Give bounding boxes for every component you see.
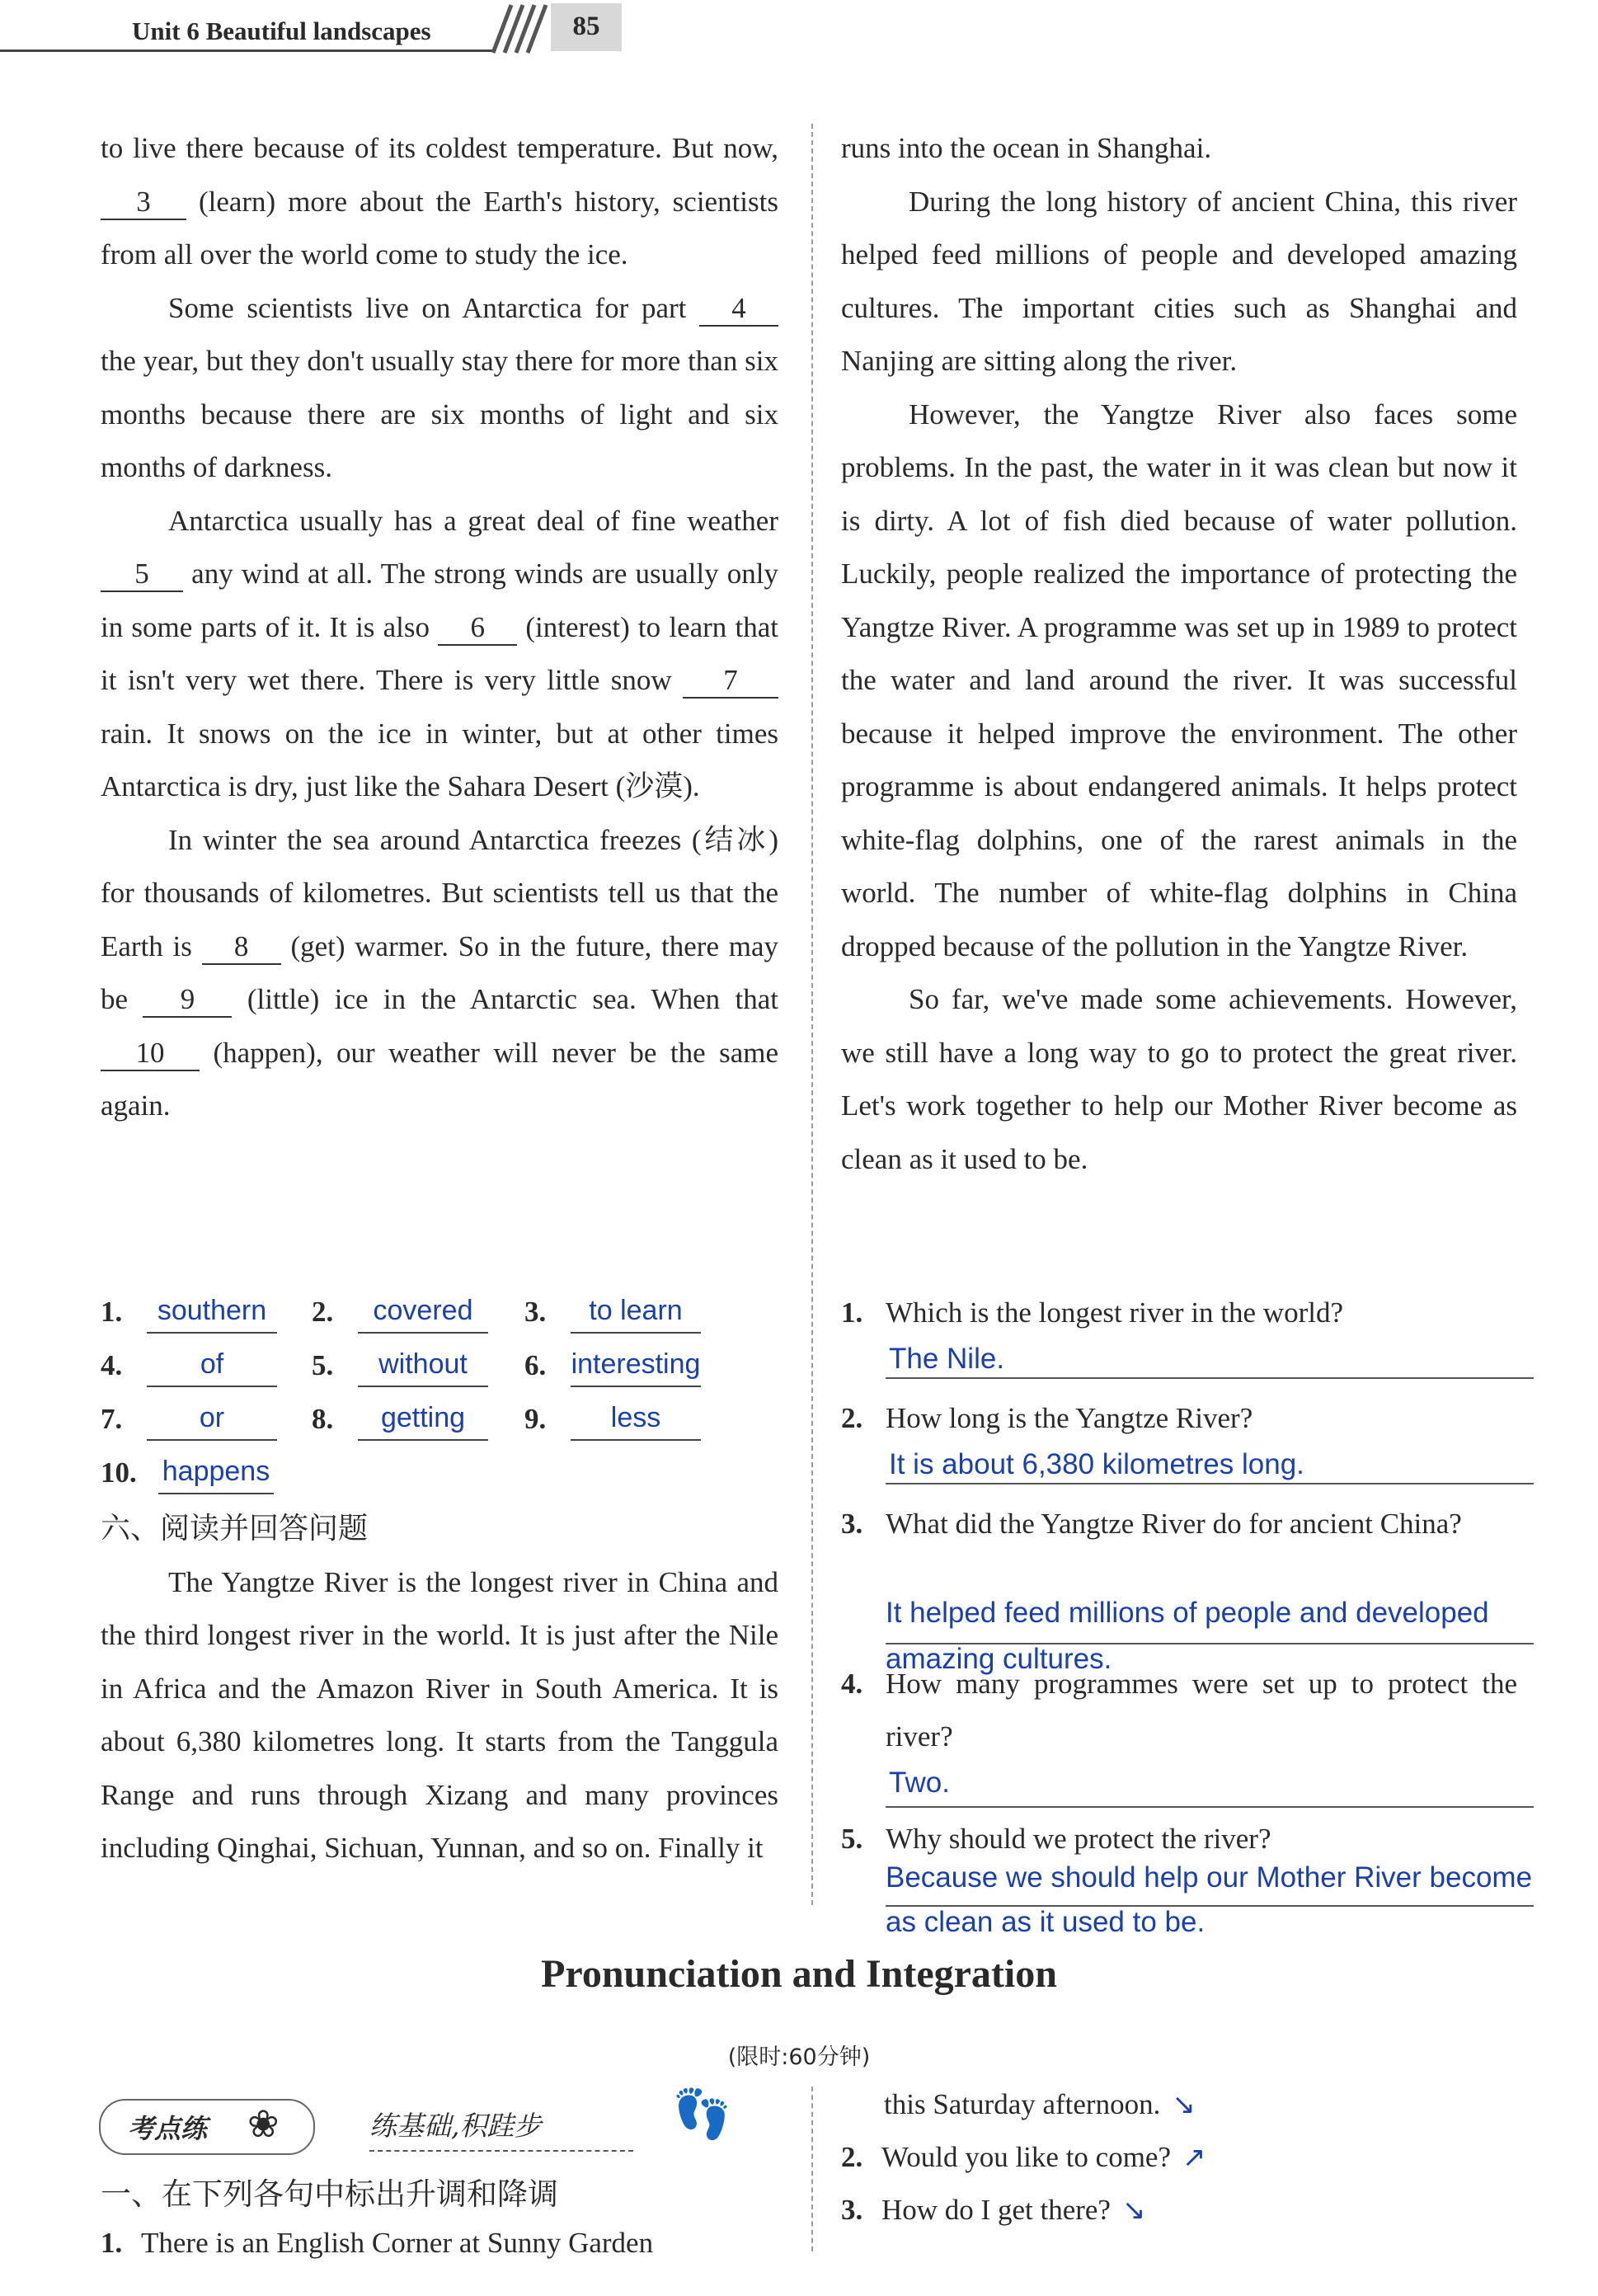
header-rule	[0, 49, 495, 52]
passage-paragraph	[101, 282, 778, 495]
pronunciation-item-1-continued	[884, 2078, 1196, 2131]
text-segment: (learn) more about the Earth's history, scientists from all over the world come to study the ice.	[101, 185, 778, 271]
footprints-icon: 👣	[672, 2087, 732, 2141]
section-title: Pronunciation and Integration	[541, 1952, 1057, 1996]
text-segment: (get) warmer. So in the future, there may be	[101, 929, 779, 1015]
item-text: How do I get there?	[881, 2194, 1111, 2226]
yangtze-paragraph-1: The Yangtze River is the longest river in China and the third longest river in the world. It is just after the Nile in Africa and the Amazon River in South America. It is about 6,380 kilometres long. It starts from the Tanggula Range and runs through Xizang and many provinces including Qinghai, Sichuan, Yunnan, and so on. Finally it	[101, 1565, 778, 1864]
right-column-passage	[841, 122, 1517, 1186]
question-text: Why should we protect the river?	[886, 1823, 1271, 1855]
answer-text: It helped feed millions of people and developed amazing cultures.	[886, 1597, 1489, 1675]
question-number: 4.	[841, 1668, 863, 1700]
question-number: 5.	[841, 1823, 863, 1855]
answer-number: 7.	[101, 1403, 123, 1435]
answer-number: 2.	[312, 1296, 334, 1328]
page-number: 85	[572, 12, 600, 41]
falling-tone-icon: ↘	[1121, 2194, 1146, 2227]
slogan: 练基础,积跬步	[369, 2105, 633, 2152]
text-segment: (interest) to learn that it isn't very wet there. There is very little snow	[101, 610, 778, 696]
answer-number: 8.	[312, 1403, 334, 1435]
blank-6: 6	[438, 611, 517, 646]
text-segment: any wind at all. The strong winds are usually only in some parts of it. It is also	[101, 558, 779, 643]
answer-number: 10.	[101, 1456, 137, 1489]
answer-value: to learn	[571, 1291, 701, 1334]
answer-value: less	[571, 1398, 701, 1441]
section6-left	[101, 1503, 778, 1875]
text-segment: Some scientists live on Antarctica for part	[168, 291, 687, 324]
answer-line	[886, 1862, 1534, 1907]
question-number: 2.	[841, 1402, 863, 1434]
exercise-badge-label: 考点练	[128, 2113, 208, 2144]
item-text: There is an English Corner at Sunny Garden	[141, 2227, 654, 2259]
blank-10: 10	[101, 1037, 200, 1071]
question-text: What did the Yangtze River do for ancient China?	[886, 1508, 1462, 1540]
yangtze-paragraph-2: During the long history of ancient China, this river helped feed millions of people and developed amazing cultures. The important cities such as Shanghai and Nanjing are sitting along the river.	[841, 185, 1517, 377]
answer-value: covered	[358, 1291, 488, 1334]
item-number: 3.	[841, 2194, 863, 2226]
passage-paragraph	[101, 495, 778, 814]
yangtze-paragraph-3: However, the Yangtze River also faces some problems. In the past, the water in it was clean but now it is dirty. A lot of fish died because of water pollution. Luckily, people realized the importance of protecting the Yangtze River. A programme was set up in 1989 to protect the water and land around the river. It was successful because it helped improve the environment. The other programme is about endangered animals. It helps protect white-flag dolphins, one of the rarest animals in the world. The number of white-flag dolphins in China dropped because of the pollution in the Yangtze River.	[841, 398, 1517, 962]
unit-title: Unit 6 Beautiful landscapes	[132, 16, 431, 45]
text-segment: to live there because of its coldest temperature. But now,	[101, 132, 778, 164]
answer-number: 1.	[101, 1296, 123, 1328]
answer-value: southern	[147, 1291, 277, 1334]
text-segment: In winter the sea around Antarctica freezes (结冰) for thousands of kilometres. But scientists tell us that the Earth is	[101, 823, 778, 962]
blank-7: 7	[683, 664, 778, 699]
text-segment: Antarctica usually has a great deal of fine weather	[168, 504, 778, 537]
blank-3: 3	[101, 186, 186, 220]
column-divider	[811, 124, 813, 1905]
question-number: 3.	[841, 1508, 863, 1540]
question-text: How many programmes were set up to protect the river?	[886, 1668, 1517, 1753]
text-segment: rain. It snows on the ice in winter, but at other times Antarctica is dry, just like the Sahara Desert (沙漠).	[101, 717, 778, 802]
text-segment: (little) ice in the Antarctic sea. When that	[247, 983, 779, 1015]
text-segment: (happen), our weather will never be the same again.	[101, 1036, 778, 1122]
answer-value: of	[147, 1344, 277, 1387]
text-segment: the year, but they don't usually stay there for more than six months because there are six months of light and six months of darkness.	[101, 345, 778, 483]
passage-paragraph	[101, 814, 778, 1133]
answer-number: 9.	[524, 1403, 547, 1435]
yangtze-paragraph-1-continued: runs into the ocean in Shanghai.	[841, 132, 1212, 164]
answer-line	[886, 1336, 1534, 1379]
question-number: 1.	[841, 1296, 863, 1329]
answer-value: happens	[158, 1451, 274, 1494]
answer-line	[886, 1442, 1534, 1484]
answer-text: The Nile.	[889, 1343, 1005, 1375]
answer-text: It is about 6,380 kilometres long.	[889, 1448, 1304, 1480]
header-stripes-decoration	[477, 3, 551, 54]
left-column-passage	[101, 122, 778, 1133]
blank-4: 4	[699, 292, 778, 327]
page-header	[0, 0, 627, 58]
question-text: How long is the Yangtze River?	[886, 1402, 1253, 1434]
pronunciation-item-2	[841, 2131, 1206, 2184]
pronunciation-item-3	[841, 2184, 1145, 2237]
yangtze-paragraph-4: So far, we've made some achievements. However, we still have a long way to go to protect the great river. Let's work together to help our Mother River become as clean as it used to be.	[841, 983, 1517, 1175]
answer-number: 5.	[312, 1349, 334, 1381]
flower-icon: ❀	[247, 2103, 280, 2145]
rising-tone-icon: ↗	[1182, 2141, 1206, 2174]
blank-8: 8	[202, 930, 281, 965]
answer-number: 6.	[524, 1349, 547, 1381]
blank-5: 5	[101, 558, 183, 592]
item-number: 2.	[841, 2141, 863, 2173]
answer-value: without	[358, 1344, 488, 1387]
task-title: 一、在下列各句中标出升调和降调	[101, 2176, 558, 2212]
question-text: Which is the longest river in the world?	[886, 1296, 1343, 1329]
answer-value: interesting	[571, 1344, 701, 1387]
answer-value: getting	[358, 1398, 488, 1441]
falling-tone-icon: ↘	[1172, 2088, 1196, 2121]
answer-text: Two.	[889, 1767, 950, 1799]
item-text: this Saturday afternoon.	[884, 2088, 1161, 2120]
passage-paragraph	[101, 122, 778, 282]
time-limit: (限时:60分钟)	[727, 2044, 871, 2070]
blank-9: 9	[143, 983, 232, 1018]
pronunciation-item-1	[101, 2217, 778, 2270]
column-divider-bottom	[811, 2087, 813, 2251]
item-number: 1.	[101, 2227, 123, 2259]
answer-value: or	[147, 1398, 277, 1441]
answer-number: 4.	[101, 1349, 123, 1381]
section6-title: 六、阅读并回答问题	[101, 1512, 369, 1546]
answer-line	[886, 1765, 1534, 1808]
answer-line	[886, 1597, 1534, 1644]
item-text: Would you like to come?	[881, 2141, 1171, 2173]
answer-number: 3.	[524, 1296, 547, 1328]
answer-text: Because we should help our Mother River become as clean as it used to be.	[886, 1861, 1533, 1938]
